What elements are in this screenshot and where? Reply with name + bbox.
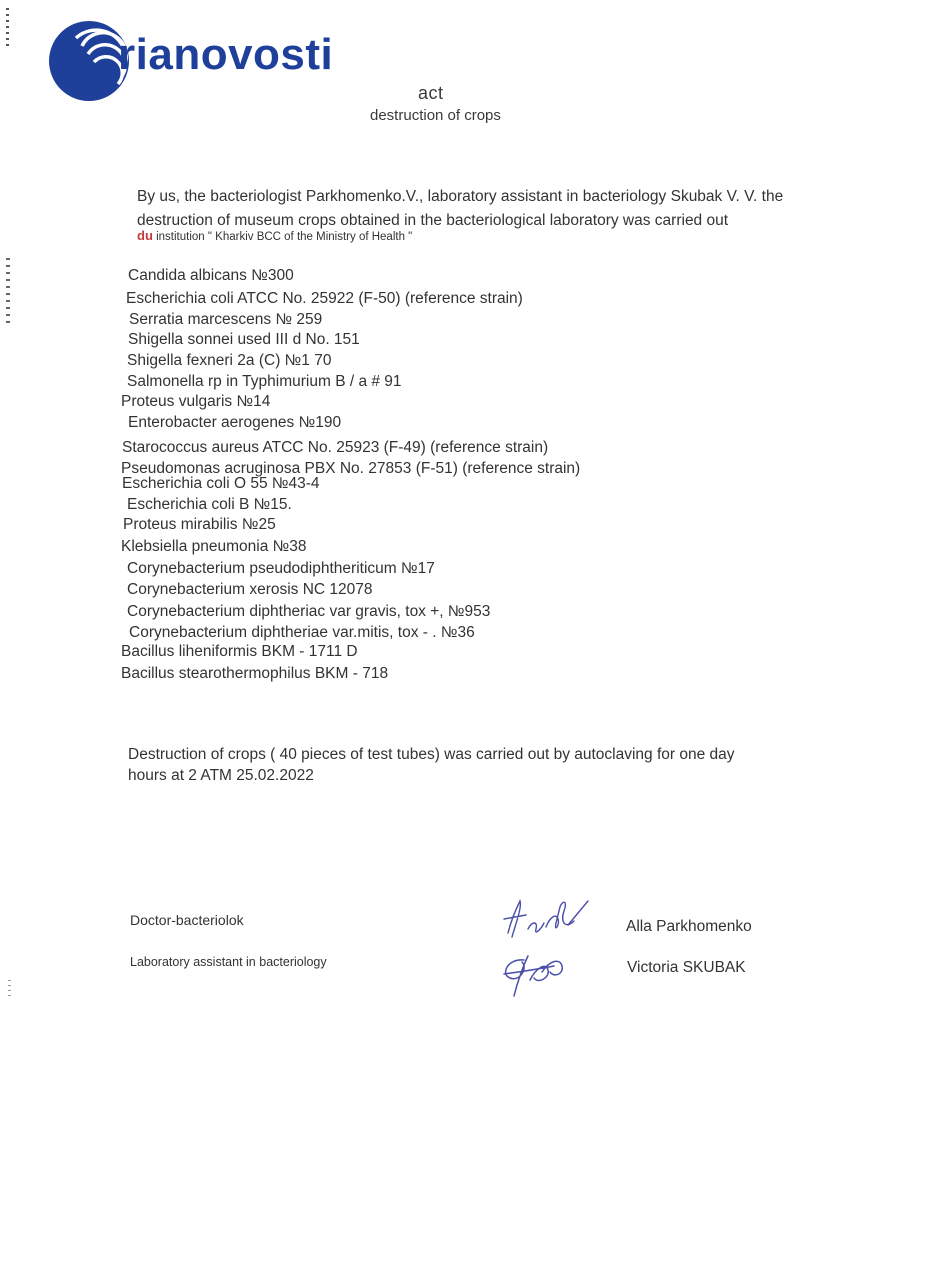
list-item: Corynebacterium pseudodiphtheriticum №17: [127, 560, 435, 577]
list-item: Escherichia coli B №15.: [127, 496, 292, 513]
list-item: Starococcus aureus ATCC No. 25923 (F-49) (reference strain): [122, 439, 549, 456]
intro-line-3: [137, 228, 412, 243]
list-item: Escherichia coli ATCC No. 25922 (F-50) (reference strain): [126, 290, 523, 307]
document-title: act: [418, 83, 444, 103]
list-item: Enterobacter aerogenes №190: [128, 414, 342, 431]
list-item: Candida albicans №300: [128, 267, 294, 284]
handwritten-signature-skubak: [494, 950, 574, 1000]
list-item: Shigella sonnei used III d No. 151: [128, 331, 360, 348]
signature-role-assistant: Laboratory assistant in bacteriology: [130, 955, 327, 969]
list-item: Pseudomonas acruginosa PBX No. 27853 (F-51) (reference strain): [121, 460, 581, 477]
list-item: Salmonella rp in Typhimurium B / a # 91: [127, 373, 402, 390]
intro-line-1: By us, the bacteriologist Parkhomenko.V., laboratory assistant in bacteriology Skubak V. V. the: [137, 188, 784, 205]
list-item: Corynebacterium diphtheriac var gravis, tox +, №953: [127, 603, 491, 620]
list-item: Corynebacterium xerosis NC 12078: [127, 581, 373, 598]
destruction-line-2: hours at 2 ATM 25.02.2022: [128, 767, 314, 784]
list-item: Proteus vulgaris №14: [121, 393, 271, 410]
list-item: Serratia marcescens № 259: [129, 311, 323, 328]
intro-line-2: destruction of museum crops obtained in the bacteriological laboratory was carried out: [137, 212, 729, 229]
logo-wordmark: rianovosti: [118, 30, 334, 79]
list-item: Shigella fexneri 2a (C) №1 70: [127, 352, 332, 369]
handwritten-signature-parkhomenko: [498, 893, 598, 945]
list-item: Klebsiella pneumonia №38: [121, 538, 307, 555]
document-subtitle: destruction of crops: [370, 107, 501, 124]
destruction-line-1: Destruction of crops ( 40 pieces of test tubes) was carried out by autoclaving for one day: [128, 746, 735, 763]
institution-name: institution " Kharkiv BCC of the Ministry of Health ": [156, 231, 413, 243]
list-item: Bacillus stearothermophilus BKM - 718: [121, 665, 389, 682]
list-item: Bacillus liheniformis BKM - 1711 D: [121, 643, 358, 660]
list-item: Escherichia coli O 55 №43-4: [122, 475, 320, 492]
scan-edge-marks: [8, 980, 11, 1000]
signature-role-doctor: Doctor-bacteriolok: [130, 912, 244, 928]
signature-name-assistant: Victoria SKUBAK: [627, 959, 746, 976]
red-stamp-mark: du: [137, 228, 153, 243]
signature-name-doctor: Alla Parkhomenko: [626, 918, 752, 935]
scan-edge-marks: [6, 8, 9, 48]
scan-edge-marks: [6, 258, 10, 328]
list-item: Corynebacterium diphtheriae var.mitis, tox - . №36: [129, 624, 475, 641]
list-item: Proteus mirabilis №25: [123, 516, 276, 533]
